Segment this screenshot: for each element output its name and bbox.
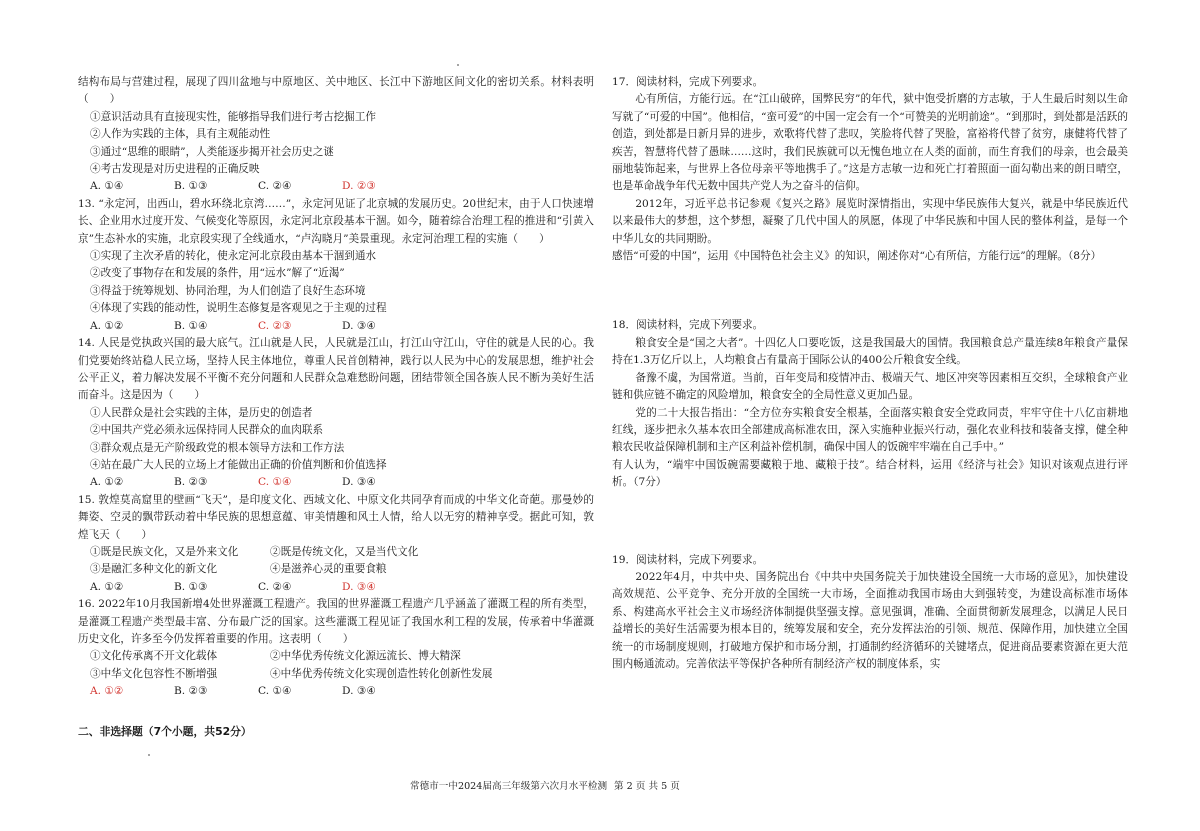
q16-option-3: ③中华文化包容性不断增强 xyxy=(90,667,218,680)
q13-choice-c-marked: C. ②③ xyxy=(258,319,292,332)
q14-choice-d: D. ③④ xyxy=(342,476,376,489)
q12-choice-b: B. ①③ xyxy=(174,180,208,193)
q13-option-1: ①实现了主次矛盾的转化，使永定河北京段由基本干涸到通水 xyxy=(90,250,377,263)
q14-choice-c-marked: C. ①④ xyxy=(258,476,292,489)
q16-choice-b: B. ②③ xyxy=(174,685,208,698)
q12-option-3: ③通过“思维的眼睛”，人类能逐步揭开社会历史之谜 xyxy=(90,145,334,158)
q12-choice-d-marked: D. ②③ xyxy=(342,180,376,193)
q15-answer-choices xyxy=(78,579,594,596)
q14-choice-b: B. ②③ xyxy=(174,476,208,489)
q18-paragraph-3: 党的二十大报告指出：“全方位夯实粮食安全根基，全面落实粮食安全党政同责，牢牢守住十八亿亩耕地红线，逐步把永久基本农田全部建成高标准农田，深入实施种业振兴行动，强化农业科技和装备支撑，健全种粮农民收益保障机制和主产区利益补偿机制，确保中国人的饭碗牢牢端在自己手中。” xyxy=(612,406,1128,454)
q16-choice-d: D. ③④ xyxy=(342,685,376,698)
q13-choice-d: D. ③④ xyxy=(342,319,376,332)
q15-options-row-1 xyxy=(78,544,594,561)
q12-choice-a: A. ①④ xyxy=(90,180,124,193)
left-column xyxy=(78,74,594,740)
q15-choice-a: A. ①② xyxy=(90,580,124,593)
q13-choice-a: A. ①② xyxy=(90,319,124,332)
q15-choice-c: C. ②④ xyxy=(258,580,292,593)
q15-stem: 15. 敦煌莫高窟里的壁画“飞天”，是印度文化、西域文化、中原文化共同孕育而成的中华文化奇葩。那曼妙的舞姿、空灵的飘带跃动着中华民族的思想意蕴、审美情趣和风土人情，给人以无穷的精神享受。据此可知，敦煌飞天（ ） xyxy=(78,493,594,541)
q14-option-4: ④站在最广大人民的立场上才能做出正确的价值判断和价值选择 xyxy=(90,458,387,471)
q13-option-2: ②改变了事物存在和发展的条件，用“远水”解了“近渴” xyxy=(90,267,345,280)
q16-options-row-1 xyxy=(78,648,594,665)
q12-option-1: ①意识活动具有直接现实性，能够指导我们进行考古挖掘工作 xyxy=(90,110,377,123)
q18-question: 有人认为，“端牢中国饭碗需要藏粮于地、藏粮于技”。结合材料，运用《经济与社会》知识对该观点进行评析。（7分） xyxy=(612,458,1128,489)
q17-paragraph-2: 2012年，习近平总书记参观《复兴之路》展览时深情指出，实现中华民族伟大复兴，就是中华民族近代以来最伟大的梦想，这个梦想，凝聚了几代中国人的夙愿，体现了中华民族和中国人民的整体利益，是每一个中华儿女的共同期盼。 xyxy=(612,197,1128,245)
footer-exam-title: 常德市一中2024届高三年级第六次月水平检测 xyxy=(410,781,608,792)
scan-dot xyxy=(148,754,150,756)
q16-option-1: ①文化传承离不开文化载体 xyxy=(90,650,218,663)
q14-option-2: ②中国共产党必须永远保持同人民群众的血肉联系 xyxy=(90,424,324,437)
q14-option-3: ③群众观点是无产阶级政党的根本领导方法和工作方法 xyxy=(90,441,345,454)
q13-option-4: ④体现了实践的能动性，说明生态修复是客观见之于主观的过程 xyxy=(90,302,387,315)
q16-choice-c: C. ①④ xyxy=(258,685,292,698)
section-heading: 二、非选择题（7个小题，共52分） xyxy=(78,724,252,738)
q12-option-2: ②人作为实践的主体，具有主观能动性 xyxy=(90,128,271,141)
q18-title: 18．阅读材料，完成下列要求。 xyxy=(612,319,764,332)
q16-options-row-2 xyxy=(78,666,594,683)
q17-question: 感悟“可爱的中国”，运用《中国特色社会主义》的知识，阐述你对“心有所信，方能行远”的理解。（8分） xyxy=(612,250,1102,263)
q18-answer-space xyxy=(612,492,1128,552)
scan-dot xyxy=(457,64,459,66)
q15-option-3: ③是融汇多种文化的新文化 xyxy=(90,563,218,576)
q12-answer-choices xyxy=(78,178,594,195)
q16-stem: 16. 2022年10月我国新增4处世界灌溉工程遗产。我国的世界灌溉工程遗产几乎涵盖了灌溉工程的所有类型，是灌溉工程遗产类型最丰富、分布最广泛的国家。这些灌溉工程见证了我国水利工程的发展，传承着中华灌溉历史文化，许多至今仍发挥着重要的作用。这表明（ ） xyxy=(78,598,594,645)
q16-option-4: ④中华优秀传统文化实现创造性转化创新性发展 xyxy=(270,667,493,680)
q15-choice-d-marked: D. ③④ xyxy=(342,580,376,593)
q19-title: 19．阅读材料，完成下列要求。 xyxy=(612,553,764,566)
q15-option-4: ④是滋养心灵的重要食粮 xyxy=(270,563,387,576)
q15-choice-b: B. ①③ xyxy=(174,580,208,593)
q14-answer-choices xyxy=(78,474,594,491)
q16-answer-choices xyxy=(78,683,594,700)
q12-stem-continued: 结构布局与营建过程，展现了四川盆地与中原地区、关中地区、长江中下游地区间文化的密切关系。材料表明（ ） xyxy=(78,76,594,106)
footer-page-number: 第 2 页 共 5 页 xyxy=(614,781,680,792)
q14-choice-a: A. ①② xyxy=(90,476,124,489)
q12-choice-c: C. ②④ xyxy=(258,180,292,193)
q16-option-2: ②中华优秀传统文化源远流长、博大精深 xyxy=(270,650,461,663)
q16-choice-a-marked: A. ①② xyxy=(90,685,124,698)
q14-option-1: ①人民群众是社会实践的主体，是历史的创造者 xyxy=(90,406,313,419)
q17-answer-space xyxy=(612,265,1128,317)
q13-option-3: ③得益于统筹规划、协同治理，为人们创造了良好生态环境 xyxy=(90,284,366,297)
q17-title: 17．阅读材料，完成下列要求。 xyxy=(612,76,764,88)
q12-option-4: ④考古发现是对历史进程的正确反映 xyxy=(90,163,260,176)
q15-options-row-2 xyxy=(78,561,594,578)
q19-paragraph-1: 2022年4月，中共中央、国务院出台《中共中央国务院关于加快建设全国统一大市场的意见》，加快建设高效规范、公平竞争、充分开放的全国统一大市场，全面推动我国市场由大到强转变，为建设高标准市场体系、构建高水平社会主义市场经济体制提供坚强支撑。意见强调，准确、全面贯彻新发展理念，以满足人民日益增长的美好生活需要为根本目的，统筹发展和安全，充分发挥法治的引领、规范、保障作用，加快建立全国统一的市场制度规则，打破地方保护和市场分割，打通制约经济循环的关键堵点，促进商品要素资源在更大范围内畅通流动。完善依法平等保护各种所有制经济产权的制度体系，实 xyxy=(612,570,1128,670)
q13-answer-choices xyxy=(78,318,594,335)
q13-choice-b: B. ①④ xyxy=(174,319,208,332)
q18-paragraph-2: 备豫不虞，为国常道。当前，百年变局和疫情冲击、极端天气、地区冲突等因素相互交织，全球粮食产业链和供应链不确定的风险增加，粮食安全的全局性意义更加凸显。 xyxy=(612,371,1128,402)
q18-paragraph-1: 粮食安全是“国之大者”。十四亿人口要吃饭，这是我国最大的国情。我国粮食总产量连续8年粮食产量保持在1.3万亿斤以上，人均粮食占有量高于国际公认的400公斤粮食安全线。 xyxy=(612,336,1128,367)
q15-option-2: ②既是传统文化，又是当代文化 xyxy=(270,545,419,558)
q15-option-1: ①既是民族文化，又是外来文化 xyxy=(90,545,239,558)
q17-paragraph-1: 心有所信，方能行远。在“江山破碎，国弊民穷”的年代，狱中饱受折磨的方志敏，于人生最后时刻以生命写就了“可爱的中国”。他相信，“蛮可爱”的中国一定会有一个“可赞美的光明前途”。“到那时，到处都是活跃的创造，到处都是日新月异的进步，欢歌将代替了悲叹，笑脸将代替了哭脸，富裕将代替了贫穷，康健将代替了疾苦，智慧将代替了愚昧……这时，我们民族就可以无愧色地立在人类的面前，而生育我们的母亲，也会最美丽地装饰起来，与世界上各位母亲平等地携手了。”这是方志敏一边和死亡打着照面一面勾勒出来的朗日晴空，也是革命战争年代无数中国共产党人为之奋斗的信仰。 xyxy=(612,93,1128,193)
right-column xyxy=(612,74,1128,673)
q14-stem: 14. 人民是党执政兴国的最大底气。江山就是人民，人民就是江山，打江山守江山，守住的就是人民的心。我们党要始终站稳人民立场，坚持人民主体地位，尊重人民首创精神，践行以人民为中心的发展思想，维护社会公平正义，着力解决发展不平衡不充分问题和人民群众急难愁盼问题，团结带领全国各族人民不断为美好生活而奋斗。这是因为（ ） xyxy=(78,337,594,402)
q13-stem: 13. “永定河，出西山，碧水环绕北京湾……”，永定河见证了北京城的发展历史。20世纪末，由于人口快速增长、企业用水过度开发、气候变化等原因，永定河北京段基本干涸。如今，随着综合治理工程的推进和“引黄入京”生态补水的实施，北京段实现了全线通水，“卢沟晓月”美景重现。永定河治理工程的实施（ ） xyxy=(78,197,594,245)
